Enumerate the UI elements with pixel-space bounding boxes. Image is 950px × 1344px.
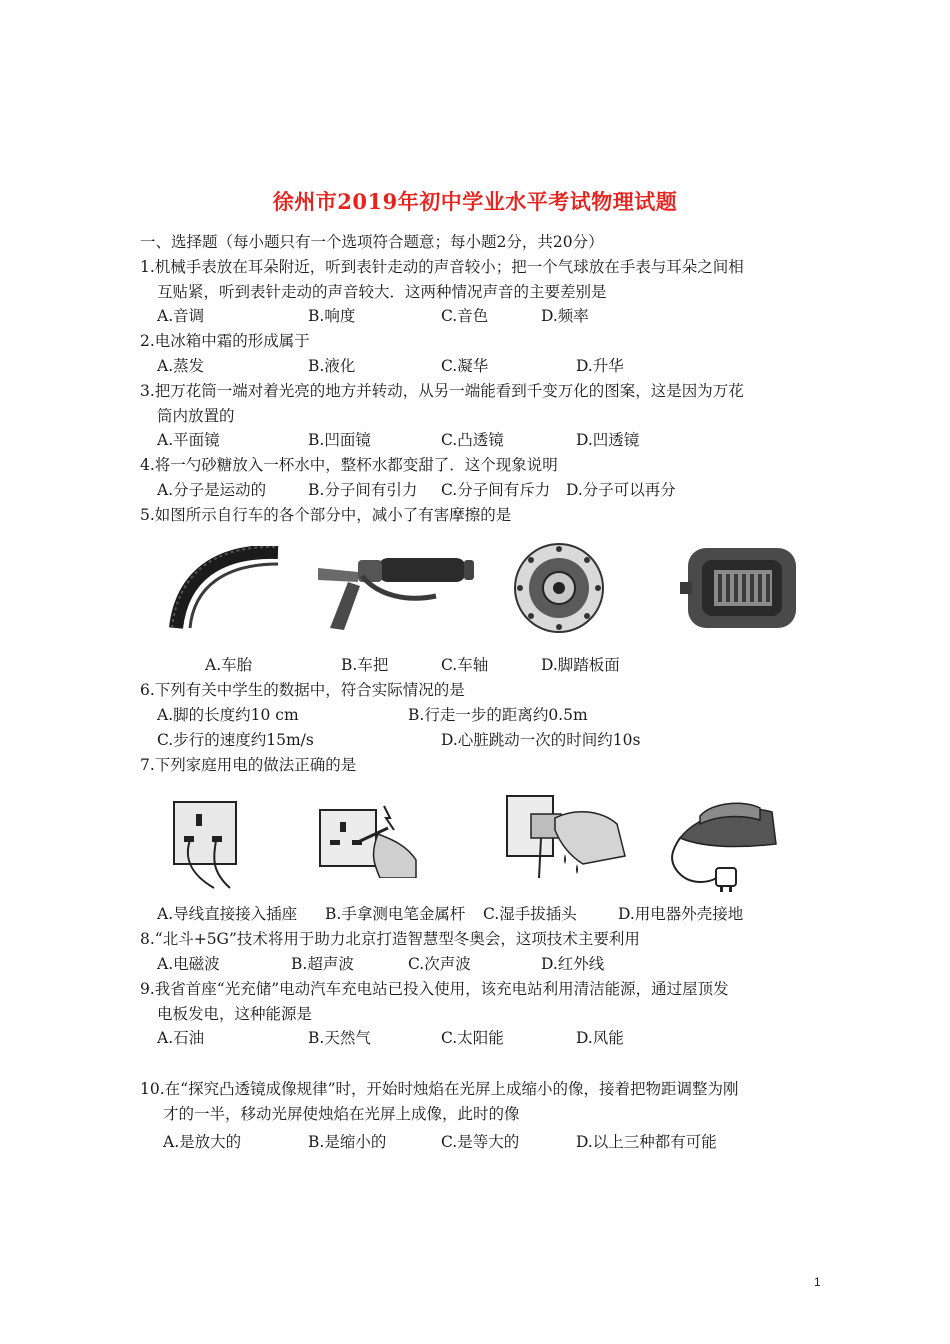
q6-option-b: B.行走一步的距离约0.5m: [408, 706, 588, 724]
q6-option-c: C.步行的速度约15m/s: [157, 731, 314, 749]
q5-option-d: D.脚踏板面: [541, 656, 620, 674]
q6-option-a: A.脚的长度约10 cm: [157, 706, 299, 724]
q9-option-b: B.天然气: [308, 1029, 371, 1047]
q9-stem-cont: 电板发电，这种能源是: [157, 1005, 313, 1023]
test-pen-illustration: [318, 798, 420, 878]
axle-hub-illustration: [510, 540, 608, 636]
q1-option-d: D.频率: [541, 307, 589, 325]
q3-stem-cont: 筒内放置的: [157, 407, 235, 425]
handlebar-illustration: [318, 546, 478, 632]
q9-option-d: D.风能: [576, 1029, 624, 1047]
q3-option-c: C.凸透镜: [441, 431, 504, 449]
q1-stem: 1.机械手表放在耳朵附近，听到表针走动的声音较小；把一个气球放在手表与耳朵之间相: [140, 258, 744, 276]
q3-option-d: D.凹透镜: [576, 431, 640, 449]
q4-option-c: C.分子间有斥力: [441, 481, 551, 499]
q7-option-a: A.导线直接接入插座: [157, 905, 298, 923]
q9-option-a: A.石油: [157, 1029, 205, 1047]
q1-option-a: A.音调: [157, 307, 205, 325]
q10-option-c: C.是等大的: [441, 1133, 520, 1151]
q5-stem: 5.如图所示自行车的各个部分中，减小了有害摩擦的是: [140, 506, 512, 524]
q9-option-c: C.太阳能: [441, 1029, 504, 1047]
pedal-illustration: [680, 542, 804, 634]
q7-option-c: C.湿手拔插头: [483, 905, 577, 923]
q2-option-c: C.凝华: [441, 357, 489, 375]
page-title: 徐州市2019年初中学业水平考试物理试题: [272, 189, 678, 214]
tire-illustration: [168, 546, 280, 632]
q7-option-d: D.用电器外壳接地: [618, 905, 744, 923]
q5-option-c: C.车轴: [441, 656, 489, 674]
page-number: 1: [814, 1275, 821, 1289]
q4-option-d: D.分子可以再分: [566, 481, 676, 499]
iron-grounded-illustration: [660, 798, 780, 894]
q7-option-b: B.手拿测电笔金属杆: [325, 905, 466, 923]
q2-stem: 2.电冰箱中霜的形成属于: [140, 332, 310, 350]
q5-option-a: A.车胎: [205, 656, 253, 674]
section-heading: 一、选择题（每小题只有一个选项符合题意；每小题2分，共20分）: [140, 233, 604, 251]
q3-option-a: A.平面镜: [157, 431, 220, 449]
q10-option-b: B.是缩小的: [308, 1133, 387, 1151]
q6-stem: 6.下列有关中学生的数据中，符合实际情况的是: [140, 681, 465, 699]
q10-option-a: A.是放大的: [163, 1133, 242, 1151]
q8-option-c: C.次声波: [408, 955, 471, 973]
q3-option-b: B.凹面镜: [308, 431, 371, 449]
q4-stem: 4.将一勺砂糖放入一杯水中，整杯水都变甜了．这个现象说明: [140, 456, 558, 474]
wet-hand-plug-illustration: [505, 794, 627, 880]
q8-stem: 8.“北斗+5G”技术将用于助力北京打造智慧型冬奥会，这项技术主要利用: [140, 930, 640, 948]
q2-option-d: D.升华: [576, 357, 624, 375]
q1-option-c: C.音色: [441, 307, 489, 325]
q8-option-a: A.电磁波: [157, 955, 220, 973]
q7-stem: 7.下列家庭用电的做法正确的是: [140, 756, 357, 774]
q3-stem: 3.把万花筒一端对着光亮的地方并转动，从另一端能看到千变万化的图案，这是因为万花: [140, 382, 744, 400]
q1-option-b: B.响度: [308, 307, 356, 325]
q10-stem: 10.在“探究凸透镜成像规律”时，开始时烛焰在光屏上成缩小的像，接着把物距调整为刚: [140, 1080, 739, 1098]
q10-option-d: D.以上三种都有可能: [576, 1133, 717, 1151]
q9-stem: 9.我省首座“光充储”电动汽车充电站已投入使用，该充电站利用清洁能源，通过屋顶发: [140, 980, 729, 998]
q6-option-d: D.心脏跳动一次的时间约10s: [441, 731, 641, 749]
outlet-wire-illustration: [170, 798, 242, 890]
q10-stem-cont: 才的一半，移动光屏使烛焰在光屏上成像，此时的像: [163, 1105, 520, 1123]
q4-option-b: B.分子间有引力: [308, 481, 418, 499]
q5-option-b: B.车把: [341, 656, 389, 674]
q4-option-a: A.分子是运动的: [157, 481, 267, 499]
q8-option-b: B.超声波: [291, 955, 354, 973]
q1-stem-cont: 互贴紧，听到表针走动的声音较大．这两种情况声音的主要差别是: [157, 283, 607, 301]
q2-option-a: A.蒸发: [157, 357, 205, 375]
q8-option-d: D.红外线: [541, 955, 605, 973]
q2-option-b: B.液化: [308, 357, 356, 375]
